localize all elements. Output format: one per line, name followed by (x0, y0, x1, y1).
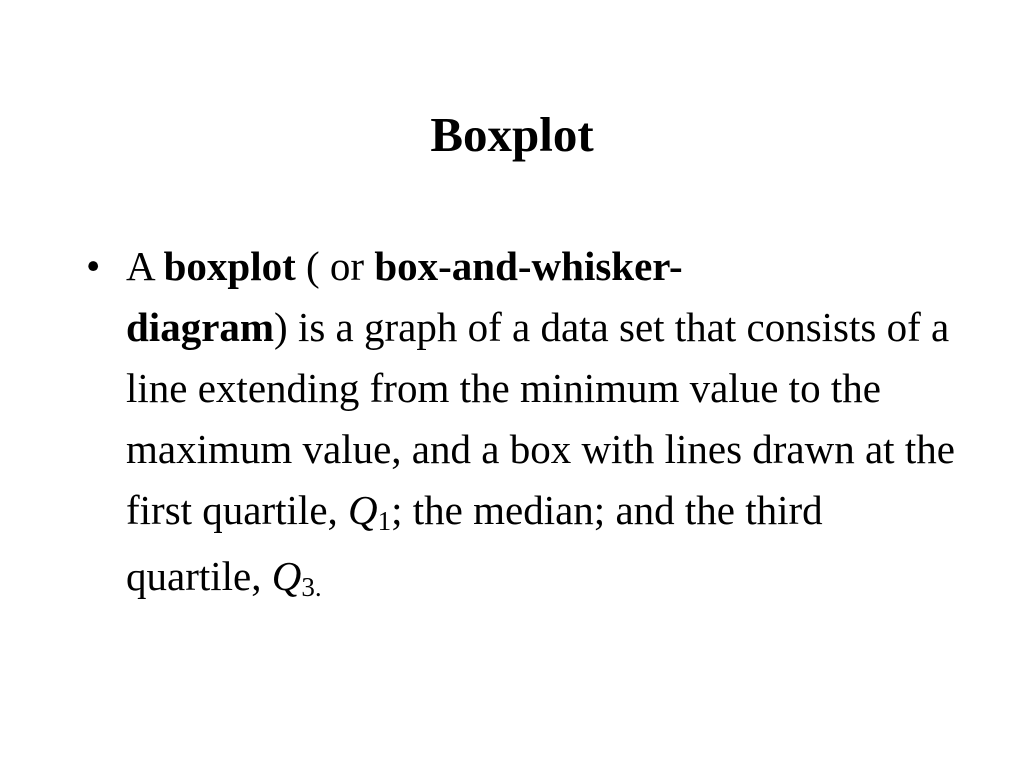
text-or: ( or (295, 243, 375, 289)
text-median: ; the median; and the third quartile, (126, 487, 823, 599)
bullet-item-boxplot-definition (86, 236, 956, 612)
q3-subscript: 3. (301, 572, 322, 602)
bullet-marker: • (86, 243, 101, 289)
text-a: A (126, 243, 164, 289)
term-boxplot: boxplot (163, 243, 296, 289)
text-definition: ) is a graph of a data set that consists of a line extending from the minimum value to the maximum value, and a box with lines drawn at the first quartile, (126, 304, 955, 533)
q1-subscript: 1 (377, 506, 392, 536)
q3-symbol: Q (271, 553, 302, 599)
q1-symbol: Q (348, 487, 378, 533)
slide-title: Boxplot (430, 107, 594, 162)
term-diagram: diagram (126, 304, 275, 350)
term-box-and-whisker: box-and-whisker- (374, 243, 683, 289)
bullet-list (86, 236, 956, 612)
